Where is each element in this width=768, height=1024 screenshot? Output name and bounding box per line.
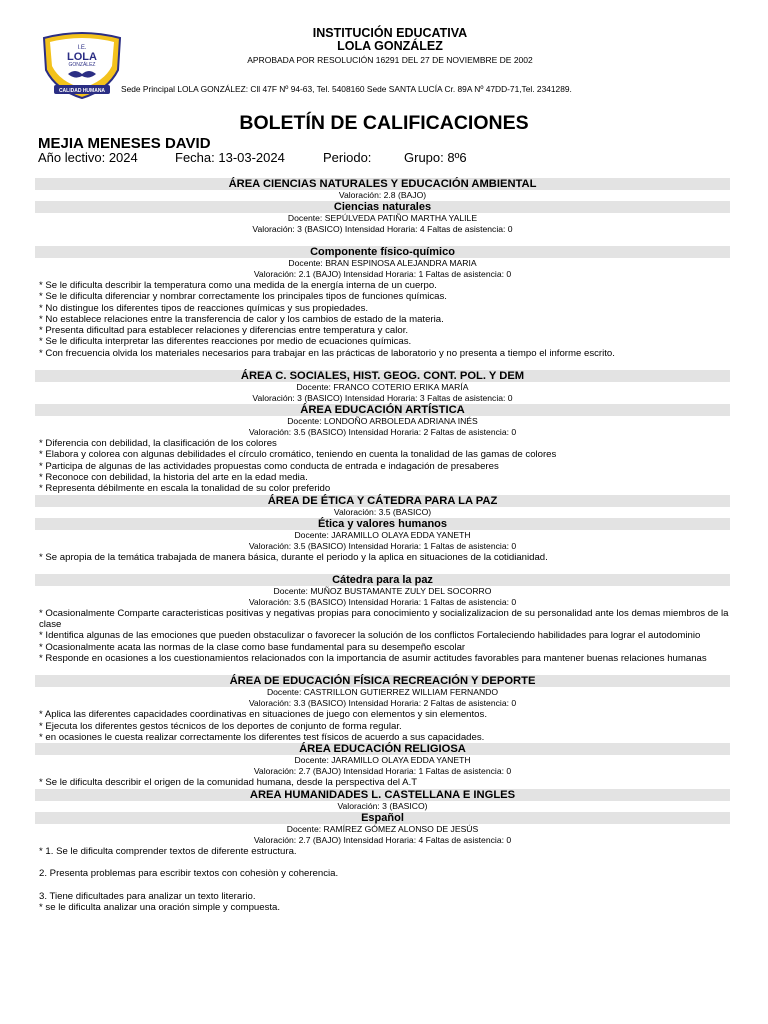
report-date: Fecha: 13-03-2024 (175, 150, 285, 165)
subject-teacher: Docente: LONDOÑO ARBOLEDA ADRIANA INÉS (287, 416, 478, 427)
subject-teacher: Docente: FRANCO COTERIO ERIKA MARÍA (296, 382, 469, 393)
logo-banner-text: CALIDAD HUMANA (58, 88, 106, 94)
subject-title: Español (35, 812, 730, 824)
note-line: * se le dificulta analizar una oración simple y compuesta. (39, 902, 281, 914)
subject-notes (35, 846, 730, 914)
note-line: * 1. Se le dificulta comprender textos de diferente estructura. (39, 845, 297, 857)
institution-resolution: APROBADA POR RESOLUCIÓN 16291 DEL 27 DE NOVIEMBRE DE 2002 (247, 55, 533, 65)
note-line: * Participa de algunas de las actividades propuestas como conducta de entrada e indagación de presaberes (39, 460, 499, 472)
institution-type: INSTITUCIÓN EDUCATIVA (312, 26, 468, 40)
subject-valuation: Valoración: 2.7 (BAJO) Intensidad Horaria: 4 Faltas de asistencia: 0 (253, 834, 512, 845)
note-line: * Reconoce con debilidad, la historia del arte en la edad media. (39, 471, 308, 483)
logo-name-text: LOLA (67, 51, 97, 63)
subject-notes (35, 709, 730, 743)
subject-valuation: Valoración: 3 (BASICO) Intensidad Horaria: 4 Faltas de asistencia: 0 (252, 224, 513, 234)
note-line: * No distingue los diferentes tipos de reacciones químicas y sus propiedades. (39, 302, 369, 314)
school-year: Año lectivo: 2024 (38, 150, 138, 165)
subject-teacher: Docente: SEPÚLVEDA PATIÑO MARTHA YALILE (287, 213, 478, 223)
subject-notes (35, 552, 730, 563)
area-header: ÁREA DE EDUCACIÓN FÍSICA RECREACIÓN Y DEPORTE (35, 675, 730, 687)
subject-title: Ética y valores humanos (35, 518, 730, 530)
note-line: * Ejecuta los diferentes gestos técnicos de los deportes de conjunto de forma regular. (39, 720, 402, 732)
note-line: * Se apropia de la temática trabajada de manera básica, durante el periodo y la aplica en situaciones de la cotidianidad. (39, 551, 548, 563)
subject-title: Ciencias naturales (35, 201, 730, 213)
subject-valuation: Valoración: 3.5 (BASICO) Intensidad Horaria: 1 Faltas de asistencia: 0 (248, 596, 517, 607)
note-line: * Diferencia con debilidad, la clasificación de los colores (39, 438, 277, 450)
student-group: Grupo: 8º6 (404, 150, 467, 165)
note-line: * Se le dificulta diferenciar y nombrar correctamente los principales tipos de funciones químicas. (39, 291, 447, 303)
institution-name: LOLA GONZÁLEZ (337, 39, 443, 53)
note-line: * No establece relaciones entre la transferencia de calor y los cambios de estado de la materia. (39, 313, 444, 325)
subject-teacher: Docente: BRAN ESPINOSA ALEJANDRA MARIA (288, 258, 477, 268)
school-logo (38, 30, 126, 100)
subject-notes (35, 608, 730, 664)
area-header: ÁREA DE ÉTICA Y CÁTEDRA PARA LA PAZ (35, 495, 730, 507)
note-line: * Presenta dificultad para establecer relaciones y diferencias entre temperatura y calor. (39, 325, 409, 337)
subject-valuation: Valoración: 2.7 (BAJO) Intensidad Horaria: 1 Faltas de asistencia: 0 (253, 766, 512, 777)
subject-teacher: Docente: MUÑOZ BUSTAMANTE ZULY DEL SOCORRO (273, 585, 492, 596)
student-info-line (38, 150, 467, 165)
note-line (39, 879, 730, 890)
note-line: * Ocasionalmente Comparte caracteristicas positivas y negativas propias para conocimiento y socializalizacion de su personalidad ante los demas miembros de la clase (39, 607, 729, 631)
note-line: * Ocasionalmente acata las normas de la clase como base fundamental para su desempeño escolar (39, 641, 466, 653)
logo-sub-text: GONZÁLEZ (68, 62, 96, 68)
subject-valuation: Valoración: 3.3 (BASICO) Intensidad Horaria: 2 Faltas de asistencia: 0 (248, 698, 517, 709)
subject-valuation: Valoración: 2.1 (BAJO) Intensidad Horaria: 1 Faltas de asistencia: 0 (253, 269, 512, 279)
note-line: * Se le dificulta describir el origen de la comunidad humana, desde la perspectiva del A.T (39, 777, 418, 789)
student-name: MEJIA MENESES DAVID (38, 135, 211, 152)
subject-teacher: Docente: JARAMILLO OLAYA EDDA YANETH (294, 755, 471, 766)
subject-teacher: Docente: CASTRILLON GUTIERREZ WILLIAM FERNANDO (266, 687, 499, 698)
note-line: * Aplica las diferentes capacidades coordinativas en situaciones de juego con elementos y sin elementos. (39, 709, 487, 721)
area-header: ÁREA CIENCIAS NATURALES Y EDUCACIÓN AMBIENTAL (35, 178, 730, 190)
note-line: * Elabora y colorea con algunas debilidades el círculo cromático, teniendo en cuenta la tonalidad de las gamas de colores (39, 449, 557, 461)
area-header: AREA HUMANIDADES L. CASTELLANA E INGLES (35, 789, 730, 801)
subject-teacher: Docente: JARAMILLO OLAYA EDDA YANETH (294, 529, 471, 540)
note-line: * Responde en ocasiones a los cuestionamientos relacionados con la importancia de asumir actitudes favorables para mantener buenas relaciones humanas (39, 653, 707, 665)
area-header: ÁREA EDUCACIÓN ARTÍSTICA (35, 404, 730, 416)
area-valuation: Valoración: 3.5 (BASICO) (333, 506, 432, 517)
note-line: * Se le dificulta interpretar las diferentes reacciones por medio de ecuaciones químicas. (39, 336, 412, 348)
area-header: ÁREA EDUCACIÓN RELIGIOSA (35, 743, 730, 755)
note-line: * en ocasiones le cuesta realizar correctamente los diferentes test físicos de acuerdo a sus capacidades. (39, 731, 485, 743)
note-line: * Identifica algunas de las emociones que pueden obstaculizar o favorecer la solución de los conflictos Fortaleciendo habilidades para lograr el autodominio (39, 630, 701, 642)
area-valuation: Valoración: 3 (BASICO) (337, 800, 428, 811)
subject-teacher: Docente: RAMÍREZ GÓMEZ ALONSO DE JESÚS (286, 823, 479, 834)
grades-content (35, 178, 730, 913)
report-period: Periodo: (323, 150, 372, 165)
note-line: * Se le dificulta describir la temperatura como una medida de la energía interna de un cuerpo. (39, 280, 437, 291)
subject-notes (35, 777, 730, 788)
note-line: * Con frecuencia olvida los materiales necesarios para trabajar en las prácticas de laboratorio y no presenta a tiempo el informe escrito. (39, 347, 615, 359)
note-line: 3. Tiene dificultades para analizar un texto literario. (39, 890, 256, 902)
subject-notes (35, 280, 730, 359)
subject-title: Componente físico-químico (35, 246, 730, 258)
note-line: * Representa débilmente en escala la tonalidad de su color preferido (39, 483, 331, 495)
subject-title: Cátedra para la paz (35, 574, 730, 586)
subject-notes (35, 438, 730, 494)
institution-sedes: Sede Principal LOLA GONZÁLEZ: Cll 47F Nº 94-63, Tel. 5408160 Sede SANTA LUCÍA Cr. 89A Nº 47DD-71,Tel. 2341289. (121, 84, 572, 94)
subject-valuation: Valoración: 3.5 (BASICO) Intensidad Horaria: 2 Faltas de asistencia: 0 (248, 427, 517, 438)
area-valuation: Valoración: 2.8 (BAJO) (338, 190, 427, 200)
subject-valuation: Valoración: 3.5 (BASICO) Intensidad Horaria: 1 Faltas de asistencia: 0 (248, 540, 517, 551)
note-line (39, 857, 730, 868)
area-header: ÁREA C. SOCIALES, HIST. GEOG. CONT. POL. Y DEM (35, 370, 730, 382)
note-line: 2. Presenta problemas para escribir textos con cohesiòn y coherencia. (39, 868, 339, 880)
report-title: BOLETÍN DE CALIFICACIONES (239, 112, 529, 134)
subject-valuation: Valoración: 3 (BASICO) Intensidad Horaria: 3 Faltas de asistencia: 0 (252, 393, 513, 404)
logo-ie-text: I.E. (77, 45, 87, 51)
